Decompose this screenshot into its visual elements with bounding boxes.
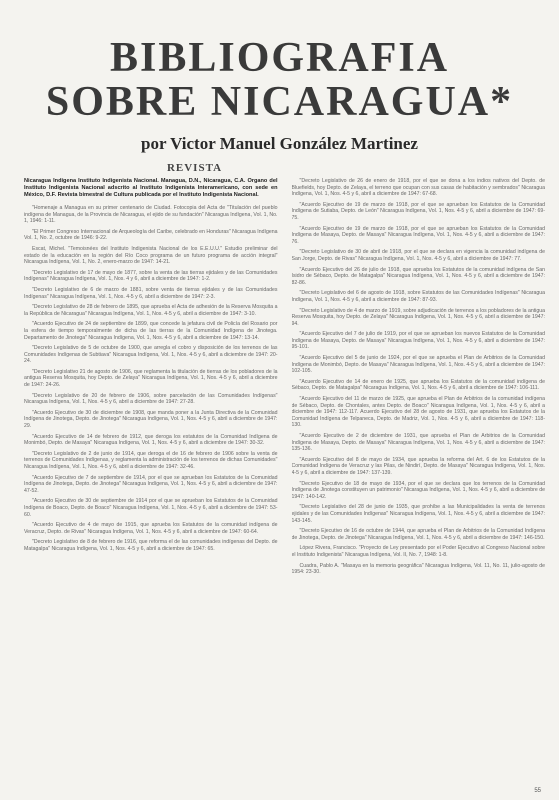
bibliography-entry: López Rivera, Francisco. "Proyecto de Ley presentado por el Poder Ejecutivo al Congreso Nacional sobre el Instituto Indigenista" Nicaragua Indígena, Vol. II, No. 7, 1948: 1-8. xyxy=(291,545,545,558)
bibliography-entry: "Acuerdo Ejecutivo de 14 de febrero de 1912, que deroga los estatutos de la Comunidad Indígena de Monimbó, Depto. de Masaya" Nicaragua Indígena, Vol. 1, Nos. 4-5 y 6, abril a diciembre de 1947: 30-32. xyxy=(24,433,278,447)
bibliography-entry: "Acuerdo Ejecutivo de 24 de septiembre de 1899, que concede la jefatura civil de Policía del Rosario por la esfera de tiempo temporalmente de dicha de las tierras de la Comunidad Indígena de Jinotega. Departamento de Jinotega" Nicaragua Indígena, Vol. 1, Nos. 4-5 y 6, abril a diciembre de 1947: 13-14. xyxy=(24,321,278,341)
bibliography-columns xyxy=(24,178,545,784)
bibliography-entry: "Decreto Legislativo 21 de agosto de 1906, que reglamenta la titulación de tierras de los pobladores de la antigua Reserva Mosquita, hoy Depto. de Zelaya" Nicaragua Indígena, Vol. 1, Nos. 4-5 y 6, abril a diciembre de 1947: 24-26. xyxy=(24,368,278,389)
bibliography-entry: "Decreto Legislativo de 6 de marzo de 1881, sobre venta de tierras ejidales y de las Comunidades Indígenas" Nicaragua Indígena, Vol. 1, Nos. 4-5 y 6, abril a diciembre de 1947: 2-3. xyxy=(24,286,278,300)
bibliography-entry: "Acuerdo Ejecutivo de 4 de mayo de 1915, que aprueba los Estatutos de la comunidad indígena de Veracruz, Depto. de Rivas" Nicaragua Indígena, Vol. 1, Nos. 4-5 y 6, abril a diciembre de 1947: 60-64. xyxy=(24,522,278,535)
bibliography-entry: "Acuerdo Ejecutivo de 30 de diciembre de 1908, que manda poner a la Junta Directiva de la Comunidad Indígena de Jinotega, Depto. de Jinotega" Nicaragua Indígena, Vol. 1, Nos. 4-5 y 6, abril a diciembre de 1947: 29. xyxy=(24,409,278,430)
bibliography-entry: "Decreto Legislativo de 5 de octubre de 1900, que arregla el cobro y disposición de los terrenos de las Comunidades Indígenas de Subtiava" Nicaragua Indígena, Vol. 1, Nos. 4-5 y 6, abril a diciembre de 1947: 20-24. xyxy=(24,345,278,365)
bibliography-entry: "Decreto Legislativo de 20 de febrero de 1906, sobre parcelación de las Comunidades Indígenas" Nicaragua Indígena, Vol. 1, Nos. 4-5 y 6, abril a diciembre de 1947: 27-28. xyxy=(24,392,278,406)
page-number: 55 xyxy=(534,788,541,794)
bibliography-entry: "Homenaje a Managua en su primer centenario de Ciudad. Fotocopia del Acta de "Titulación del pueblo indígena de Managua, de la Provincia de Nicaragua, el ejido de su fundación" Nicaragua Indígena, Vol. 1, No. 1, 1946: 1-11. xyxy=(24,205,278,225)
bibliography-entry: "El Primer Congreso Internacional de Arqueología del Caribe, celebrado en Honduras" Nicaragua Indígena Vol. 1, No. 2, octubre de 1946: 9-22. xyxy=(24,228,278,242)
bibliography-entry: "Acuerdo Ejecutivo de 2 de diciembre de 1931, que aprueba el Plan de Arbitrios de la Comunidad Indígena de Masaya, Depto. de Masaya" Nicaragua Indígena, Vol. 1, Nos. 4-5 y 6, abril a diciembre de 1947: 135-136. xyxy=(291,433,545,453)
bibliography-entry: "Decreto Legislativo de 4 de marzo de 1919, sobre adjudicación de terrenos a los pobladores de la antigua Reserva Mosquita, hoy Depto. de Zelaya" Nicaragua Indígena, Vol. 1, Nos. 4-5 y 6, abril a diciembre de 1947: 94. xyxy=(291,307,545,327)
bibliography-entry: "Decreto Legislativo del 6 de agosto de 1918, sobre Estatutos de las Comunidades Indígenas" Nicaragua Indígena, Vol. 1, Nos. 4-5 y 6, abril a diciembre de 1947: 87-93. xyxy=(291,290,545,303)
bibliography-entry: "Decreto Ejecutivo de 18 de mayo de 1934, por el que se declara que los terrenos de la Comunidad Indígena de Jinotega constituyen un patrimonio" Nicaragua Indígena, Vol. 1, Nos. 4-5 y 6, abril a diciembre de 1947: 140-142. xyxy=(291,480,545,500)
bibliography-entry: "Acuerdo Ejecutivo del 26 de julio de 1918, que aprueba los Estatutos de la comunidad indígena de San Isidro de Sébaco, Depto. de Matagalpa" Nicaragua Indígena, Vol. 1, Nos. 4-5 y 6, abril a diciembre de 1947: 82-86. xyxy=(291,266,545,286)
title-line-2: SOBRE NICARAGUA* xyxy=(45,79,514,125)
bibliography-entry: "Decreto Legislativo de 8 de febrero de 1916, que reforma el de las comunidades indígenas del Depto. de Matagalpa" Nicaragua Indígena, Vol. 1, Nos. 4-5 y 6, abril a diciembre de 1947: 65. xyxy=(24,539,278,552)
section-heading: REVISTA xyxy=(166,162,223,174)
bibliography-entry: "Decreto Legislativo de 30 de abril de 1918, por el que se declara en vigencia la comunidad indígena de San Jorge, Depto. de Rivas" Nicaragua Indígena, Vol. 1, Nos. 4-5 y 6, abril a diciembre de 1947: 77. xyxy=(291,249,545,262)
bibliography-entry: "Decreto Legislativo de 17 de mayo de 1877, sobre la venta de las tierras ejidales y de las Comunidades Indígenas" Nicaragua Indígena, Vol. 1, Nos. 4 y 6, abril a diciembre de 1947: 1-2. xyxy=(24,269,278,283)
journal-intro: Nicaragua Indígena Instituto Indigenista Nacional. Managua, D.N., Nicaragua, C.A. Organo del Instituto Indigenista Nacional adscrito al Instituto Indigenista Interamericano, con sede en México, D.F. Revista bimestral de Cultura publicada por el Instituto Indigenista Nacional. xyxy=(24,178,278,198)
left-column xyxy=(24,178,278,784)
bibliography-entry: "Acuerdo Ejecutivo de 19 de marzo de 1918, por el que se aprueban los Estatutos de la Comunidad Indígena de Masaya, Depto. de Masaya" Nicaragua Indígena, Vol. 1, Nos. 4-5 y 6, abril a diciembre de 1947: 76. xyxy=(291,225,545,245)
bibliography-entry: "Decreto Legislativo de 26 de enero de 1918, por el que se dona a los indios nativos del Depto. de Bluefields, hoy Depto. de Zelaya, el terreno que ocupan con sus casas de habitación y sembrados" Nicaragua Indígena, Vol. 1, Nos. 4-5 y 6, abril a diciembre de 1947: 67-68. xyxy=(291,178,545,198)
bibliography-entry: "Decreto Ejecutivo de 16 de octubre de 1944, que aprueba el Plan de Arbitrios de la Comunidad Indígena de Jinotega, Depto. de Jinotega" Nicaragua Indígena, Vol. 1, Nos. 4-5 y 6, abril a diciembre de 1947: 146-150. xyxy=(291,528,545,541)
bibliography-entry: Cuadra, Pablo A. "Masaya en la memoria geográfica" Nicaragua Indígena, Vol. 11, No. 11, julio-agosto de 1954: 23-30. xyxy=(291,562,545,576)
bibliography-entry: "Decreto Legislativo de 2 de junio de 1914, que deroga el de 16 de febrero de 1906 sobre la venta de terrenos de Comunidades Indígenas, y reglamenta la administración de los terrenos de dichas Comunidades" Nicaragua Indígena, Vol. 1, Nos. 4-5 y 6, abril a diciembre de 1947: 32-46. xyxy=(24,450,278,470)
bibliography-entry: "Acuerdo Ejecutivo de 19 de marzo de 1918, por el que se aprueban los Estatutos de la Comunidad Indígena de Sutiaba, Depto. de León" Nicaragua Indígena, Vol. 1, Nos. 4-5 y 6, abril a diciembre de 1947: 69-75. xyxy=(291,201,545,221)
bibliography-entry: "Decreto Legislativo del 28 de junio de 1935, que prohíbe a las Municipalidades la venta de terrenos ejidales y de las Comunidades Indígenas" Nicaragua Indígena, Vol. 1, Nos. 4-5 y 6, abril a diciembre de 1947: 143-145. xyxy=(291,504,545,524)
bibliography-entry: "Acuerdo Ejecutivo de 30 de septiembre de 1914 por el que se aprueban los Estatutos de la Comunidad Indígena de Boaco, Depto. de Boaco" Nicaragua Indígena, Vol. 1, Nos. 4-5 y 6, abril a diciembre de 1947: 53-60. xyxy=(24,498,278,518)
bibliography-entry: "Acuerdo Ejecutivo del 5 de junio de 1924, por el que se aprueba el Plan de Arbitrios de la Comunidad Indígena de Monimbó, Depto. de Masaya" Nicaragua Indígena, Vol. 1, Nos. 4-5 y 6, abril a diciembre de 1947: 102-105. xyxy=(291,355,545,375)
title-line-1: BIBLIOGRAFIA xyxy=(109,35,450,81)
bibliography-entry: "Acuerdo Ejecutivo del 11 de marzo de 1925, que aprueba el Plan de Arbitrios de la comunidad indígena de Sébaco, Depto. de Chontales, antes Depto. de Boaco" Nicaragua Indígena, Vol. 1, Nos. 4-5 y 6, abril a diciembre de 1947: 112-117. Acuerdo Ejecutivo del 28 de agosto de 1931, que aprueba los Estatutos de la Comunidad Indígena de Telpaneca, Depto. de Madriz, Vol. 1, Nos. 4-5 y 6, abril a diciembre de 1947: 118-130. xyxy=(291,396,545,429)
bibliography-entry: Escat, Michel. "Temoisnées del Instituto Indigenista Nacional de los E.E.U.U." Estudio preliminar del estado de la educación en la región del Río Coco programa de un futuro programa de acción integral" Nicaragua Indígena, Vol. 1, No. 2, enero-marzo de 1947: 14-21. xyxy=(24,245,278,266)
bibliography-entry: "Acuerdo Ejecutivo del 7 de julio de 1919, por el que se aprueban los nuevos Estatutos de la Comunidad Indígena de Masaya, Depto. de Masaya" Nicaragua Indígena, Vol. 1, Nos. 4-5 y 6, abril a diciembre de 1947: 95-101. xyxy=(291,331,545,351)
bibliography-entry: "Acuerdo Ejecutivo de 7 de septiembre de 1914, por el que se aprueban los Estatutos de la Comunidad Indígena de Jinotega, Depto. de Jinotega" Nicaragua Indígena, Vol. 1, Nos. 4-5 y 6, abril a diciembre de 1947: 47-52. xyxy=(24,474,278,494)
bibliography-entry: "Decreto Legislativo de 28 de febrero de 1895, que aprueba el Acta de adhesión de la Reserva Mosquita a la República de Nicaragua" Nicaragua Indígena, Vol. 1, Nos. 4-5 y 6, abril a diciembre de 1947: 3-10. xyxy=(24,304,278,317)
author-line: por Victor Manuel González Martinez xyxy=(141,134,418,153)
bibliography-entry: "Acuerdo Ejecutivo del 8 de mayo de 1934, que aprueba la reforma del Art. 6 de los Estatutos de la Comunidad Indígena de Veracruz y las Pilas, de Nindirí, Depto. de Masaya" Nicaragua Indígena, Vol. 1, Nos. 4-5 y 6, abril a diciembre de 1947: 137-139. xyxy=(291,456,545,476)
bibliography-entry: "Acuerdo Ejecutivo de 14 de enero de 1925, que aprueba los Estatutos de la comunidad indígena de Sébaco, Depto. de Matagalpa" Nicaragua Indígena, Vol. 1, Nos. 4-5 y 6, abril a diciembre de 1947: 106-111. xyxy=(291,378,545,392)
right-column xyxy=(292,178,546,784)
